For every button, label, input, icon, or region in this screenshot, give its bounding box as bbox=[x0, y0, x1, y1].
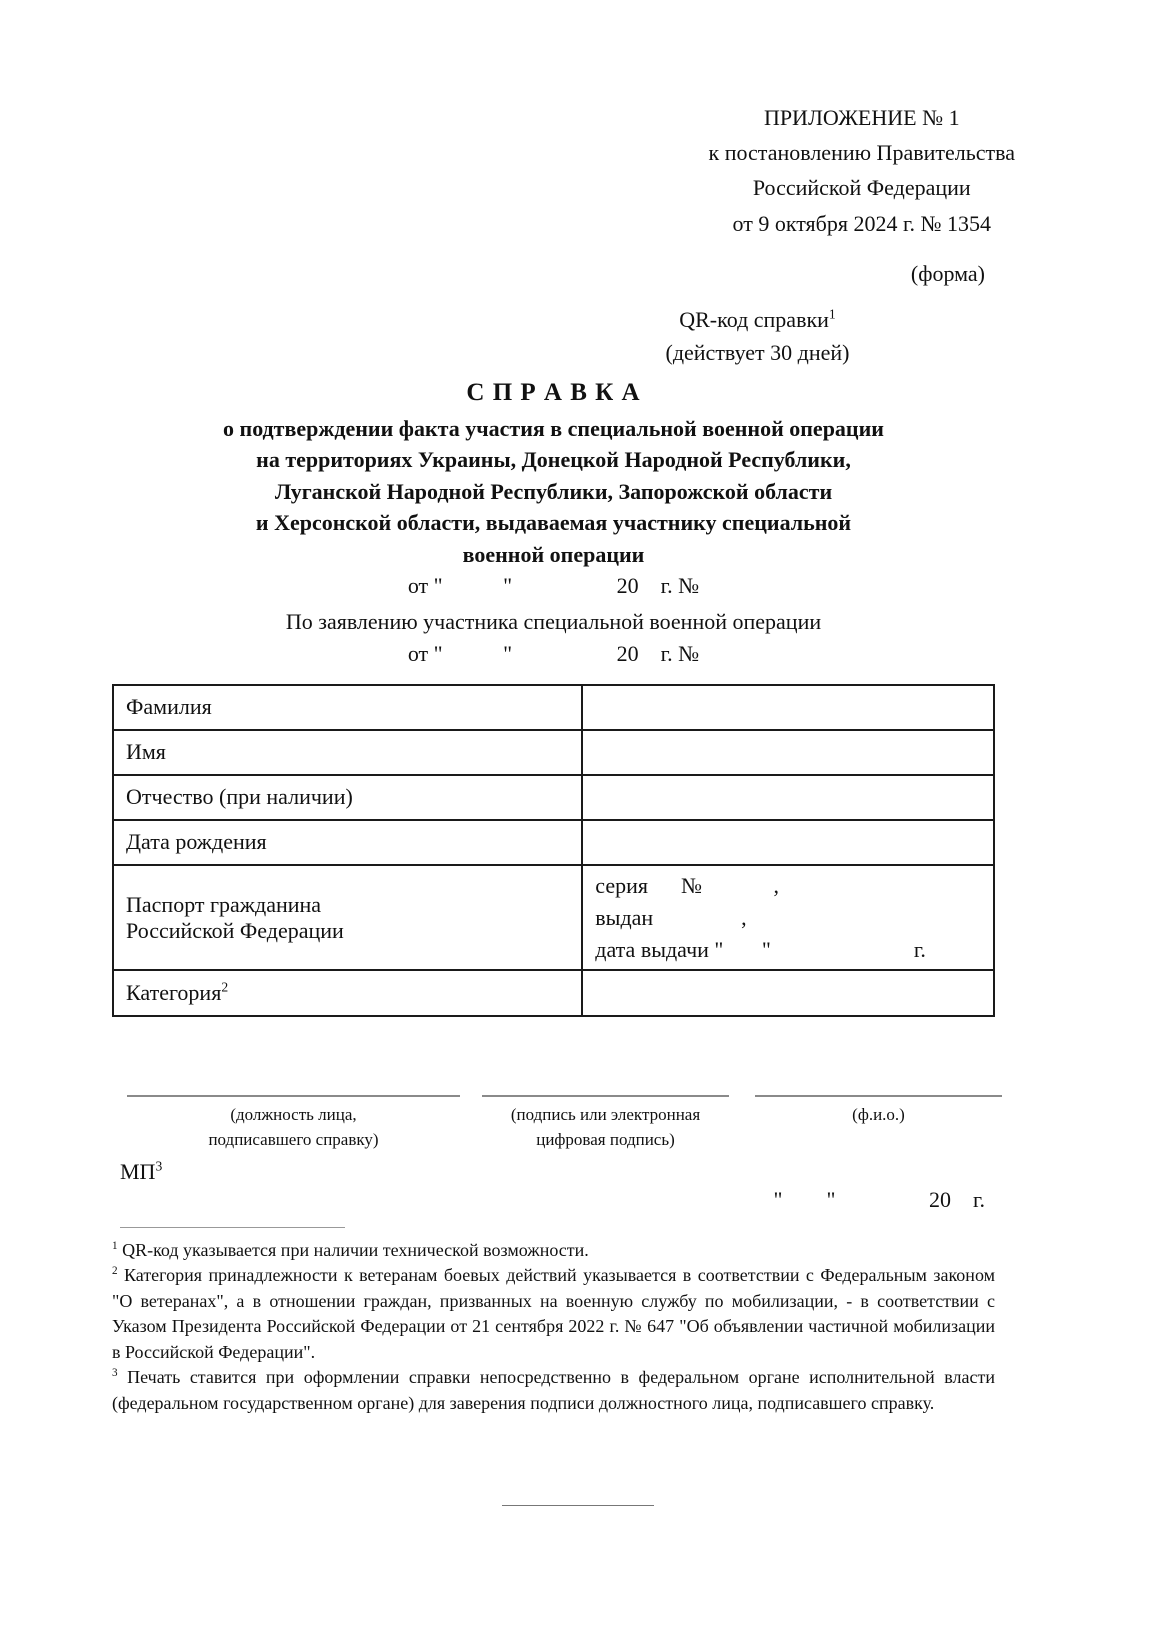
table-row-surname bbox=[113, 685, 994, 730]
name-signature-line bbox=[755, 1095, 1002, 1097]
surname-value-cell bbox=[582, 685, 994, 730]
application-date-line: от " " 20 г. № bbox=[407, 640, 700, 666]
signature-sign-column bbox=[482, 1095, 729, 1152]
category-label-text: Категория bbox=[126, 980, 222, 1006]
category-value-cell bbox=[582, 970, 994, 1016]
sign-signature-line bbox=[482, 1095, 729, 1097]
appendix-line-2: к постановлению Правительства bbox=[708, 140, 1015, 166]
subtitle-line-2: на территориях Украины, Донецкой Народной Республики, bbox=[256, 447, 851, 473]
position-caption-line-2: подписавшего справку) bbox=[208, 1130, 379, 1150]
qr-code-block bbox=[0, 303, 1155, 369]
firstname-value-cell bbox=[582, 730, 994, 775]
position-caption-line-1: (должность лица, bbox=[230, 1105, 357, 1125]
appendix-line-4: от 9 октября 2024 г. № 1354 bbox=[732, 210, 992, 236]
footnote-2-text: Категория принадлежности к ветеранам боевых действий указывается в соответствии с Федеральным законом "О ветеранах", а в отношении граждан, призванных на военную службу по мобилизации, - в соответствии с Указом Президента Российской Федерации от 21 сентября 2022 г. № 647 "Об объявлении частичной мобилизации в Российской Федерации". bbox=[112, 1265, 995, 1362]
footnote-1-text: QR-код указывается при наличии технической возможности. bbox=[117, 1239, 589, 1260]
footnote-separator bbox=[120, 1227, 345, 1228]
table-row-firstname bbox=[113, 730, 994, 775]
footnotes-block bbox=[112, 1238, 995, 1417]
sign-caption-line-1: (подпись или электронная bbox=[510, 1105, 701, 1125]
passport-value-cell bbox=[582, 865, 994, 971]
footnote-3-ref: 3 bbox=[112, 1367, 118, 1380]
qr-code-label bbox=[360, 303, 1155, 336]
subtitle-line-4: и Херсонской области, выдаваемая участнику специальной bbox=[255, 510, 852, 536]
bottom-date-line: " " 20 г. bbox=[773, 1186, 985, 1212]
passport-series-number-line: серия № , bbox=[595, 872, 779, 898]
document-body bbox=[112, 379, 995, 1417]
surname-label: Фамилия bbox=[113, 685, 582, 730]
footnote-3-text: Печать ставится при оформлении справки непосредственно в федеральном органе исполнительной власти (федеральном государственном органе) для заверения подписи должностного лица, подписавшего справку. bbox=[112, 1367, 995, 1414]
table-row-birthdate bbox=[113, 820, 994, 865]
name-caption: (ф.и.о.) bbox=[852, 1105, 905, 1125]
subtitle-line-3: Луганской Народной Республики, Запорожской области bbox=[274, 478, 833, 504]
passport-label-line-2: Российской Федерации bbox=[126, 917, 344, 943]
footnote-1 bbox=[112, 1238, 995, 1264]
position-signature-line bbox=[127, 1095, 460, 1097]
table-row-patronymic bbox=[113, 775, 994, 820]
qr-validity-note: (действует 30 дней) bbox=[665, 339, 850, 365]
passport-label-line-1: Паспорт гражданина bbox=[126, 891, 322, 917]
document-subtitle bbox=[112, 413, 995, 570]
footnote-3 bbox=[112, 1365, 995, 1416]
category-label bbox=[113, 970, 582, 1016]
patronymic-label: Отчество (при наличии) bbox=[113, 775, 582, 820]
sign-caption-line-2: цифровая подпись) bbox=[536, 1130, 675, 1150]
signature-name-column bbox=[755, 1095, 1002, 1152]
subtitle-line-1: о подтверждении факта участия в специальной военной операции bbox=[223, 415, 884, 441]
footnote-2-ref: 2 bbox=[112, 1265, 118, 1278]
signature-position-column bbox=[127, 1095, 460, 1152]
table-row-passport bbox=[113, 865, 994, 971]
document-title: С П Р А В К А bbox=[466, 378, 641, 406]
passport-issued-by-line: выдан , bbox=[595, 904, 747, 930]
category-footnote-ref: 2 bbox=[221, 980, 229, 996]
stamp-footnote-ref: 3 bbox=[155, 1158, 163, 1174]
qr-code-label-text: QR-код справки bbox=[679, 306, 829, 332]
qr-footnote-ref: 1 bbox=[828, 306, 836, 322]
appendix-line-3: Российской Федерации bbox=[752, 175, 971, 201]
appendix-line-1: ПРИЛОЖЕНИЕ № 1 bbox=[763, 105, 960, 130]
footnote-1-ref: 1 bbox=[112, 1239, 118, 1252]
table-row-category bbox=[113, 970, 994, 1016]
patronymic-value-cell bbox=[582, 775, 994, 820]
page-break-line bbox=[502, 1505, 654, 1506]
stamp-label-text: МП bbox=[120, 1158, 156, 1184]
passport-issue-date-line: дата выдачи " " г. bbox=[595, 936, 926, 962]
appendix-block bbox=[709, 100, 1015, 241]
signature-section bbox=[127, 1095, 1002, 1152]
certificate-date-line: от " " 20 г. № bbox=[407, 573, 700, 599]
birthdate-value-cell bbox=[582, 820, 994, 865]
form-note: (форма) bbox=[910, 260, 985, 286]
birthdate-label: Дата рождения bbox=[113, 820, 582, 865]
footnote-2 bbox=[112, 1263, 995, 1365]
statement-line: По заявлению участника специальной военной операции bbox=[285, 608, 822, 634]
passport-label bbox=[113, 865, 582, 971]
firstname-label: Имя bbox=[113, 730, 582, 775]
personal-data-table bbox=[112, 684, 995, 1018]
subtitle-line-5: военной операции bbox=[462, 541, 645, 567]
stamp-mark bbox=[120, 1159, 995, 1185]
